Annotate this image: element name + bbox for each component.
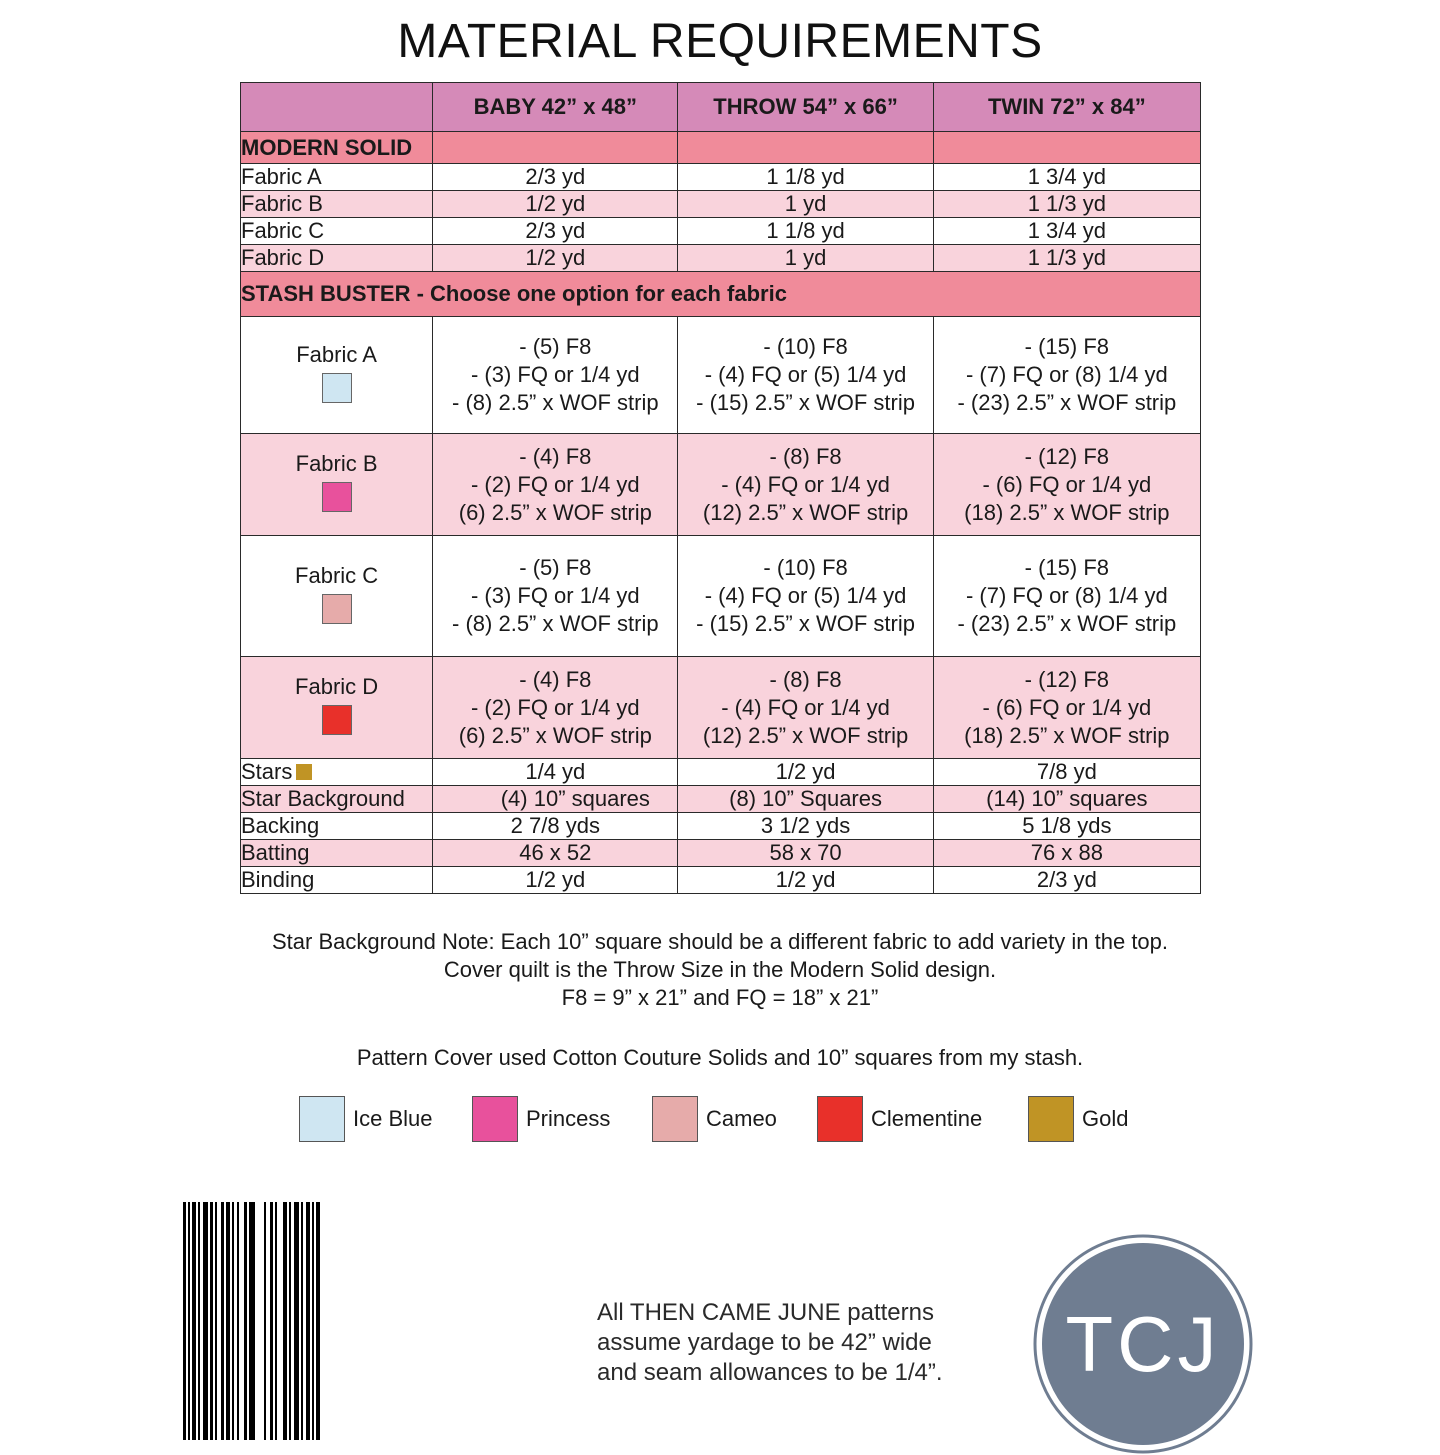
table-row [241,867,1201,894]
barcode-bar [237,1202,239,1440]
barcode-bar [249,1202,255,1440]
cell-value: 1 1/3 yd [933,245,1200,272]
section-row-stash-buster [241,272,1201,317]
fabric-cell [241,434,433,536]
pattern-note-line: All THEN CAME JUNE patterns [597,1299,934,1326]
row-label: Binding [241,867,433,894]
cell-value: 2/3 yd [433,164,678,191]
legend-label: Clementine [871,1106,983,1131]
cell-line: - (15) F8 [1024,555,1110,580]
fabric-swatch [322,373,352,403]
barcode-bar [215,1202,217,1440]
cell-line: - (6) FQ or 1/4 yd [982,471,1152,497]
cell-line: (12) 2.5” x WOF strip [702,722,909,748]
table-row [241,245,1201,272]
cell-value: 1/2 yd [433,867,678,894]
legend-item-clementine [817,1095,982,1143]
cell-value: 1/2 yd [433,191,678,218]
cell-value: (8) 10” Squares [678,786,933,813]
cell-line: - (15) F8 [1024,334,1110,359]
cell-line: - (12) F8 [1024,443,1110,469]
barcode-bar [316,1202,320,1440]
cell-line: (6) 2.5” x WOF strip [458,722,652,748]
cell-line: - (8) 2.5” x WOF strip [452,611,659,636]
barcode-bar [312,1202,314,1440]
pattern-note [597,1298,943,1388]
cell-value [433,317,678,434]
cell-value: 3 1/2 yds [678,813,933,840]
cell-value: 7/8 yd [933,759,1200,786]
cell-line: (18) 2.5” x WOF strip [964,499,1170,525]
cell-value: 1 3/4 yd [933,164,1200,191]
table-row [241,191,1201,218]
section-label-modern-solid: MODERN SOLID [241,132,433,164]
cell-line: - (8) 2.5” x WOF strip [452,390,659,415]
cell-value: (4) 10” squares [433,786,678,813]
fabric-swatch [322,705,352,735]
cell-line: - (4) FQ or 1/4 yd [721,471,890,497]
fabric-cell [241,536,433,657]
note-line: Star Background Note: Each 10” square should be a different fabric to add variety in the top. [271,929,1169,954]
table-row [241,434,1201,536]
legend-item-cameo [652,1095,777,1143]
cell-line: - (8) F8 [769,666,842,692]
row-label: Fabric B [241,191,433,218]
cell-line: - (7) FQ or (8) 1/4 yd [965,583,1168,608]
legend-label: Ice Blue [353,1106,433,1131]
cell-value [433,434,678,536]
note-line: Cover quilt is the Throw Size in the Modern Solid design. [443,957,997,982]
fabric-swatch [322,482,352,512]
cell-line: - (23) 2.5” x WOF strip [957,611,1177,636]
section-row-modern-solid [241,132,1201,164]
notes-block [0,928,1440,1012]
material-requirements-table [240,82,1201,894]
cell-line: - (2) FQ or 1/4 yd [470,694,640,720]
cell-line: - (10) F8 [763,555,848,580]
legend-label: Cameo [706,1106,777,1131]
cell-value: 1 1/8 yd [678,218,933,245]
header-empty [241,83,433,132]
cell-line: - (8) F8 [769,443,842,469]
row-label-text: Stars [241,759,293,784]
cell-line: - (5) F8 [519,334,592,359]
legend-label: Gold [1082,1106,1129,1131]
cell-value [933,536,1200,657]
table-row [241,657,1201,759]
row-label: Batting [241,840,433,867]
color-swatch [652,1096,698,1142]
cell-value: 2/3 yd [433,218,678,245]
table-row [241,759,1201,786]
logo-text: TCJ [1065,1300,1221,1388]
table-header-row [241,83,1201,132]
legend-item-princess [472,1095,610,1143]
row-label: Star Background [241,786,433,813]
barcode-image [183,1202,489,1440]
row-label: Backing [241,813,433,840]
cell-value [678,657,933,759]
cell-value: 46 x 52 [433,840,678,867]
stars-swatch [296,764,312,780]
fabric-cell [241,317,433,434]
row-label: Fabric C [241,218,433,245]
cell-value: 1/2 yd [433,245,678,272]
cell-line: (18) 2.5” x WOF strip [964,722,1170,748]
barcode-bar [283,1202,287,1440]
barcode-bar [203,1202,208,1440]
cell-value: 1 yd [678,191,933,218]
legend-item-gold [1028,1095,1128,1143]
cell-line: - (4) F8 [519,443,592,469]
color-swatch [472,1096,518,1142]
table-row [241,813,1201,840]
cell-line: - (10) F8 [763,334,848,359]
cell-value: 5 1/8 yds [933,813,1200,840]
row-label [241,759,433,786]
barcode-bar [192,1202,196,1440]
color-swatch [1028,1096,1074,1142]
barcode-bar [275,1202,277,1440]
header-throw: THROW 54” x 66” [678,83,933,132]
table-row [241,164,1201,191]
cell-value [433,657,678,759]
barcode-bar [289,1202,291,1440]
table-row [241,786,1201,813]
table-row [241,840,1201,867]
row-label: Fabric A [241,164,433,191]
barcode-bar [221,1202,224,1440]
note-line: F8 = 9” x 21” and FQ = 18” x 21” [561,985,879,1010]
cell-line: - (6) FQ or 1/4 yd [982,694,1152,720]
cell-line: - (4) F8 [519,666,592,692]
section-label-stash-buster: STASH BUSTER - Choose one option for each fabric [241,272,1201,317]
page-title: MATERIAL REQUIREMENTS [397,15,1043,68]
cell-value [678,317,933,434]
cell-line: - (7) FQ or (8) 1/4 yd [965,362,1168,387]
row-label: Fabric D [241,245,433,272]
fabric-swatch [322,594,352,624]
tcj-logo [1032,1233,1254,1455]
row-label: Fabric D [295,674,379,699]
cell-value: 76 x 88 [933,840,1200,867]
cell-value: 1 yd [678,245,933,272]
cell-value [933,657,1200,759]
barcode-bar [306,1202,310,1440]
barcode-bar [226,1202,230,1440]
pattern-note-line: assume yardage to be 42” wide [597,1329,932,1356]
cell-line: - (15) 2.5” x WOF strip [696,390,915,415]
cell-line: (6) 2.5” x WOF strip [458,499,652,525]
cell-line: - (5) F8 [519,555,592,580]
fabric-cell [241,657,433,759]
pattern-note-line: and seam allowances to be 1/4”. [597,1359,943,1386]
cell-line: - (15) 2.5” x WOF strip [696,611,915,636]
cell-value: 1/2 yd [678,759,933,786]
cell-value: (14) 10” squares [933,786,1200,813]
cover-note: Pattern Cover used Cotton Couture Solids and 10” squares from my stash. [356,1045,1084,1070]
legend-item-ice-blue [299,1095,433,1143]
cell-value: 2/3 yd [933,867,1200,894]
cell-value [433,536,678,657]
cell-line: - (4) FQ or (5) 1/4 yd [704,362,907,387]
cell-value: 1 3/4 yd [933,218,1200,245]
color-swatch [299,1096,345,1142]
cell-line: - (12) F8 [1024,666,1110,692]
table-row [241,218,1201,245]
barcode-bar [270,1202,273,1440]
row-label: Fabric A [296,341,377,367]
table-row [241,317,1201,434]
legend-label: Princess [526,1106,611,1131]
barcode-bar [294,1202,299,1440]
cell-value [678,536,933,657]
cell-value: 58 x 70 [678,840,933,867]
barcode-bar [301,1202,303,1440]
barcode-bar [264,1202,266,1440]
header-baby: BABY 42” x 48” [433,83,678,132]
cell-value: 1 1/3 yd [933,191,1200,218]
color-swatch [817,1096,863,1142]
barcode-bar [188,1202,190,1440]
row-label: Fabric B [295,451,378,476]
header-twin: TWIN 72” x 84” [933,83,1200,132]
barcode-bar [232,1202,234,1440]
cell-value: 1 1/8 yd [678,164,933,191]
cell-value: 1/4 yd [433,759,678,786]
cell-value: 2 7/8 yds [433,813,678,840]
cell-line: (12) 2.5” x WOF strip [702,499,909,525]
cell-value [933,434,1200,536]
cell-line: - (3) FQ or 1/4 yd [470,362,640,387]
row-label: Fabric C [295,562,379,588]
cell-line: - (2) FQ or 1/4 yd [470,471,640,497]
cell-line: - (3) FQ or 1/4 yd [470,583,640,608]
cell-value [933,317,1200,434]
barcode-bar [210,1202,213,1440]
barcode-bar [183,1202,186,1440]
cell-line: - (23) 2.5” x WOF strip [957,390,1177,415]
cell-value [678,434,933,536]
cell-line: - (4) FQ or (5) 1/4 yd [704,583,907,608]
cell-value: 1/2 yd [678,867,933,894]
barcode-bar [198,1202,200,1440]
table-row [241,536,1201,657]
cell-line: - (4) FQ or 1/4 yd [721,694,890,720]
barcode-bar [244,1202,247,1440]
